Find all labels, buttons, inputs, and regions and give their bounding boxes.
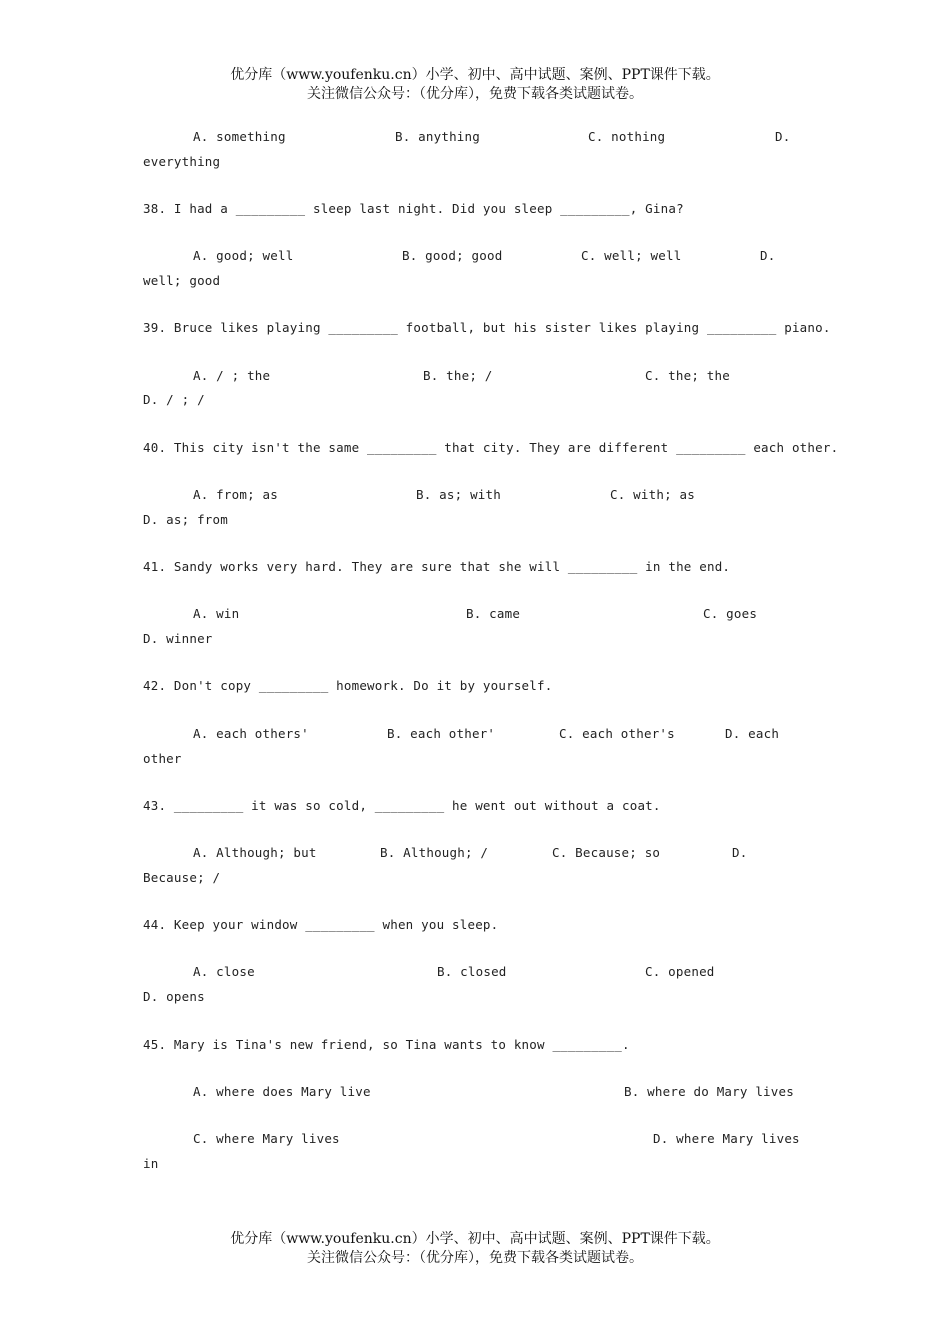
q37-option-a: A. something <box>193 129 286 144</box>
q41-option-c: C. goes <box>703 606 758 621</box>
q38-option-b: B. good; good <box>402 248 503 263</box>
q44-option-a: A. close <box>193 964 255 979</box>
q40-option-a: A. from; as <box>193 487 278 502</box>
q41-option-b: B. came <box>466 606 521 621</box>
q45-stem: 45. Mary is Tina's new friend, so Tina wants to know _________. <box>143 1037 630 1052</box>
q37-option-c: C. nothing <box>588 129 666 144</box>
q43-stem: 43. _________ it was so cold, _________ he went out without a coat. <box>143 798 661 813</box>
q44-option-d: D. opens <box>143 989 205 1004</box>
q43-option-a: A. Although; but <box>193 845 317 860</box>
q45-option-c: C. where Mary lives <box>193 1131 340 1146</box>
q42-option-d: D. each <box>725 726 780 741</box>
q39-option-d: D. / ; / <box>143 392 205 407</box>
q39-option-a: A. / ; the <box>193 368 271 383</box>
q37-option-b: B. anything <box>395 129 480 144</box>
q45-option-d-text: in <box>143 1156 159 1171</box>
q44-option-b: B. closed <box>437 964 507 979</box>
q42-option-b: B. each other' <box>387 726 496 741</box>
q38-option-d: D. <box>760 248 776 263</box>
footer-line-2: 关注微信公众号：（优分库），免费下载各类试题试卷。 <box>307 1250 643 1266</box>
q42-option-d-text: other <box>143 751 182 766</box>
header-line-1: 优分库（www.youfenku.cn）小学、初中、高中试题、案例、PPT课件下载。 <box>230 67 720 83</box>
q40-stem: 40. This city isn't the same _________ that city. They are different _________ each other. <box>143 440 839 455</box>
q43-option-d-text: Because; / <box>143 870 221 885</box>
q41-option-d: D. winner <box>143 631 213 646</box>
q40-option-d: D. as; from <box>143 512 228 527</box>
footer-line-1: 优分库（www.youfenku.cn）小学、初中、高中试题、案例、PPT课件下载。 <box>230 1231 720 1247</box>
q44-option-c: C. opened <box>645 964 715 979</box>
header-line-2: 关注微信公众号：（优分库），免费下载各类试题试卷。 <box>307 86 643 102</box>
q42-option-c: C. each other's <box>559 726 675 741</box>
q39-option-c: C. the; the <box>645 368 730 383</box>
q38-option-a: A. good; well <box>193 248 294 263</box>
q40-option-c: C. with; as <box>610 487 695 502</box>
q38-stem: 38. I had a _________ sleep last night. Did you sleep _________, Gina? <box>143 201 684 216</box>
q39-option-b: B. the; / <box>423 368 493 383</box>
q37-option-d: D. <box>775 129 791 144</box>
q38-option-d-text: well; good <box>143 273 221 288</box>
q43-option-c: C. Because; so <box>552 845 661 860</box>
q41-stem: 41. Sandy works very hard. They are sure that she will _________ in the end. <box>143 559 731 574</box>
q38-option-c: C. well; well <box>581 248 682 263</box>
q45-option-a: A. where does Mary live <box>193 1084 371 1099</box>
q37-option-d-text: everything <box>143 154 221 169</box>
q43-option-b: B. Although; / <box>380 845 489 860</box>
page-header <box>0 66 950 104</box>
q42-option-a: A. each others' <box>193 726 309 741</box>
q44-stem: 44. Keep your window _________ when you sleep. <box>143 917 499 932</box>
q42-stem: 42. Don't copy _________ homework. Do it by yourself. <box>143 678 553 693</box>
q41-option-a: A. win <box>193 606 240 621</box>
q45-option-d: D. where Mary lives <box>653 1131 800 1146</box>
q45-option-b: B. where do Mary lives <box>624 1084 794 1099</box>
q40-option-b: B. as; with <box>416 487 501 502</box>
q43-option-d: D. <box>732 845 748 860</box>
page-footer <box>0 1230 950 1268</box>
q39-stem: 39. Bruce likes playing _________ football, but his sister likes playing _________ piano. <box>143 320 831 335</box>
